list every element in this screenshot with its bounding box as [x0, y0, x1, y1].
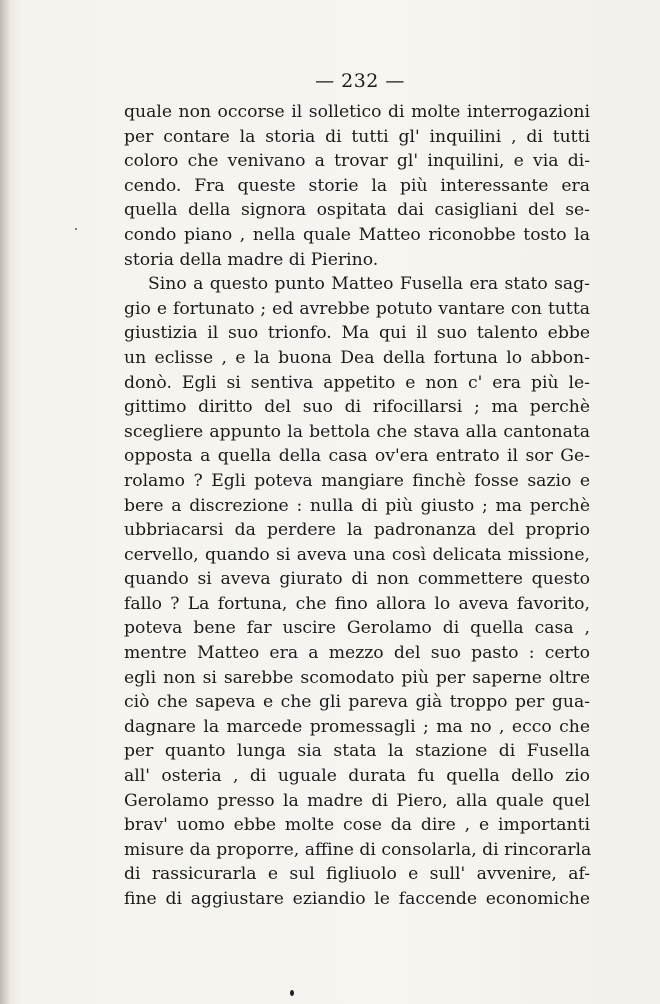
text-line: quella della signora ospitata dai casigliani del se- — [124, 200, 590, 221]
text-line: cervello, quando si aveva una così delicata missione, — [124, 544, 590, 565]
text-line: per quanto lunga sia stata la stazione di Fusella — [124, 741, 590, 762]
text-line: quale non occorse il solletico di molte interrogazioni — [124, 102, 590, 122]
text-line: storia della madre di Pierino. — [124, 249, 379, 270]
text-line: donò. Egli si sentiva appetito e non c' era più le- — [124, 372, 590, 393]
text-line: di rassicurarla e sul figliuolo e sull' avvenire, af- — [124, 864, 590, 885]
text-line: gittimo diritto del suo di rifocillarsi ; ma perchè — [124, 397, 590, 418]
text-line: cendo. Fra queste storie la più interessante era — [124, 175, 590, 196]
text-line: ubbriacarsi da perdere la padronanza del proprio — [124, 520, 590, 541]
text-line: bere a discrezione : nulla di più giusto ; ma perchè — [124, 495, 590, 516]
page-binding-edge — [0, 0, 10, 1004]
text-line: Gerolamo presso la madre di Piero, alla quale quel — [124, 790, 590, 811]
paragraph — [124, 272, 590, 911]
ink-blot — [290, 990, 294, 996]
text-line: dagnare la marcede promessagli ; ma no , ecco che — [124, 716, 590, 737]
text-line: un eclisse , e la buona Dea della fortuna lo abbon- — [124, 347, 590, 368]
text-line: all' osteria , di uguale durata fu quella dello zio — [124, 766, 590, 787]
text-line: condo piano , nella quale Matteo riconobbe tosto la — [124, 224, 590, 245]
text-line: giustizia il suo trionfo. Ma qui il suo talento ebbe — [124, 323, 590, 344]
body-text — [124, 100, 590, 912]
text-line: mentre Matteo era a mezzo del suo pasto : certo — [124, 643, 590, 664]
text-line: fine di aggiustare eziandio le faccende economiche — [124, 889, 590, 909]
text-line: opposta a quella della casa ov'era entrato il sor Ge- — [124, 446, 590, 467]
text-line: scegliere appunto la bettola che stava alla cantonata — [124, 421, 590, 442]
text-line: quando si aveva giurato di non commettere questo — [124, 569, 590, 590]
text-line: Sino a questo punto Matteo Fusella era stato sag- — [148, 274, 590, 295]
text-line: egli non si sarebbe scomodato più per saperne oltre — [124, 667, 590, 688]
text-line: brav' uomo ebbe molte cose da dire , e importanti — [124, 815, 590, 836]
text-line: coloro che venivano a trovar gl' inquilini, e via di- — [124, 151, 590, 172]
text-line: gio e fortunato ; ed avrebbe potuto vantare con tutta — [124, 298, 590, 319]
paragraph — [124, 100, 590, 272]
text-line: fallo ? La fortuna, che fino allora lo aveva favorito, — [124, 593, 590, 614]
text-line: misure da proporre, affine di consolarla, di rincorarla — [124, 839, 592, 860]
text-line: per contare la storia di tutti gl' inquilini , di tutti — [124, 126, 590, 147]
text-line: rolamo ? Egli poteva mangiare finchè fosse sazio e — [124, 470, 590, 491]
page-number: — 232 — — [315, 70, 405, 92]
text-line: ciò che sapeva e che gli pareva già troppo per gua- — [124, 692, 590, 713]
text-line: poteva bene far uscire Gerolamo di quella casa , — [124, 618, 590, 639]
paper-speck — [75, 228, 77, 230]
